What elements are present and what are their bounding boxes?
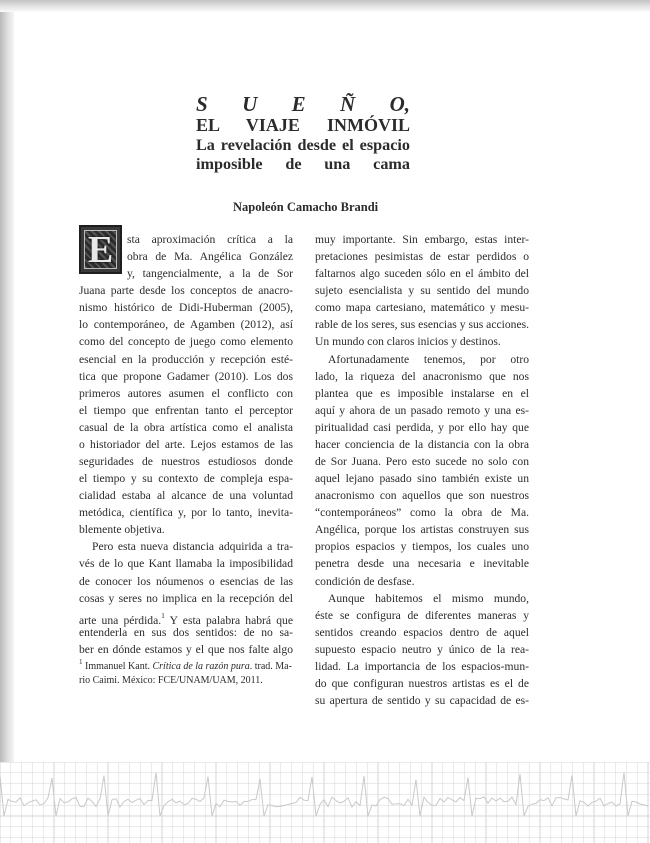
- text-line: esencial en la producción y recepción esté-: [79, 352, 293, 366]
- text-line: obra de Ma. Angélica González: [127, 250, 293, 264]
- text-line: o historiador del arte. Lejos estamos de las: [79, 437, 293, 451]
- text-line: casual de la obra artística como el analista: [79, 420, 293, 434]
- left-column-body: [79, 282, 293, 658]
- footnote-line-2: rio Caimi. México: FCE/UNAM/UAM, 2011.: [79, 674, 263, 686]
- footnote: [79, 656, 293, 687]
- text-line: como mapa cartesiano, matemático y mesu-: [315, 301, 529, 315]
- text-line: su apertura de sentido y su capacidad de es-: [315, 694, 529, 708]
- footnote-reference: 1: [161, 610, 165, 620]
- ecg-grid-decoration-icon: [0, 762, 650, 843]
- text-line: faltarnos algo suceden sólo en el ámbito del: [315, 267, 529, 281]
- text-line: el tiempo y su contexto de compleja espa-: [79, 472, 293, 486]
- text-line: muy importante. Sin embargo, estas inter-: [315, 233, 529, 246]
- title-line-1: S U E Ñ O,: [196, 92, 410, 116]
- page-edge-shadow-top: [0, 0, 650, 12]
- text-line: penetra desde una necesaria e inevitable: [315, 557, 529, 571]
- text-line: supuesto espacio neutro y único de la rea-: [315, 642, 529, 656]
- text-line: y, tangencialmente, a la de Sor: [127, 267, 293, 281]
- article-title: [196, 94, 410, 174]
- text-line: vés de lo que Kant llamaba la imposibilidad: [79, 557, 293, 571]
- text-line: de Sor Juana. Pero esto sucede no solo con: [315, 455, 529, 469]
- text-line: do que configuran nuestros artistas es el de: [315, 677, 529, 691]
- text-line: sta aproximación crítica a la: [127, 233, 293, 246]
- text-line: Afortunadamente tenemos, por otro: [328, 352, 529, 366]
- footnote-text: Immanuel Kant.: [82, 661, 153, 672]
- text-line: metódica, científica y, por lo tanto, inevita-: [79, 506, 293, 520]
- dropcap-letter: E: [87, 229, 114, 271]
- text-line: lidad. La importancia de los espacios-mun-: [315, 659, 529, 673]
- text-line: propios espacios y tiempos, los cuales uno: [315, 540, 529, 554]
- text-line: cialidad estaba al alcance de una voluntad: [79, 489, 293, 503]
- text-line: de conocer los nóumenos o esencias de las: [79, 574, 293, 588]
- subtitle-line-2: imposible de una cama: [196, 155, 410, 173]
- footnote-line-1: [79, 656, 293, 674]
- text-line: sujeto esencialista y su sentido del mundo: [315, 284, 529, 298]
- subtitle-line-1: La revelación desde el espacio: [196, 136, 410, 154]
- text-line: tica que propone Gadamer (2010). Los dos: [79, 369, 293, 383]
- left-column: [79, 231, 293, 658]
- text-line: piritualidad casi perdida, y por ello hay que: [315, 420, 529, 434]
- text-line: nismo histórico de Didi-Huberman (2005),: [79, 301, 293, 315]
- page-edge-shadow-left: [0, 0, 14, 843]
- author-name: Napoleón Camacho Brandi: [233, 200, 379, 214]
- text-line: rable de los seres, sus esencias y sus acciones.: [315, 318, 529, 332]
- text-line: aquel lejano pasado sino también existe un: [315, 472, 529, 486]
- text-line: Angélica, porque los artistas construyen sus: [315, 523, 529, 537]
- text-line: entenderla en sus dos sentidos: de no sa-: [79, 625, 293, 639]
- text-line: plantea que es imposible instalarse en el: [315, 386, 529, 400]
- right-column: [315, 231, 529, 709]
- text-fragment: Y esta palabra habrá que: [164, 613, 293, 627]
- text-line: cosas y seres no implica en la recepción del: [79, 591, 293, 605]
- text-line: Aunque habitemos el mismo mundo,: [328, 591, 529, 605]
- text-line: primeros autores asumen el conflicto con: [79, 386, 293, 400]
- text-line: blemente objetiva.: [79, 523, 165, 537]
- text-line: aquí y ahora de un pasado remoto y una es-: [315, 403, 529, 417]
- text-line: como del concepto de juego como elemento: [79, 335, 293, 349]
- footnote-book-title: Crítica de la razón pura: [152, 661, 250, 672]
- text-line: hacer conciencia de la distancia con la obra: [315, 437, 529, 451]
- text-line: el tiempo que enfrentan tanto el perceptor: [79, 403, 293, 417]
- title-line-2: EL VIAJE INMÓVIL: [196, 115, 410, 135]
- text-line: sentidos creando espacios dentro de aquel: [315, 625, 529, 639]
- text-line: lo contemporáneo, de Agamben (2012), así: [79, 318, 293, 332]
- text-line: [79, 607, 293, 627]
- footnote-number: 1: [79, 658, 83, 666]
- text-line: ber en dónde estamos y el que nos falte algo: [79, 642, 293, 656]
- text-line: anacronismo con aquellos que son nuestros: [315, 489, 529, 503]
- text-line: Pero esta nueva distancia adquirida a tra-: [92, 540, 293, 554]
- text-line: lado, la riqueza del anacronismo que nos: [315, 369, 529, 383]
- text-line: Un mundo con claros inicios y destinos.: [315, 335, 501, 349]
- text-line: pretaciones pesimistas de estar perdidos o: [315, 250, 529, 264]
- text-line: éste se configura de diferentes maneras y: [315, 608, 529, 622]
- text-line: Juana parte desde los conceptos de anacro-: [79, 284, 293, 298]
- text-line: condición de desfase.: [315, 574, 415, 588]
- text-line: “contemporáneos” como la obra de Ma.: [315, 506, 529, 520]
- text-line: seguridades de nuestros estudiosos donde: [79, 455, 293, 469]
- footnote-text-after: . trad. Ma-: [249, 661, 292, 672]
- text-fragment: arte una pérdida.: [79, 613, 162, 627]
- ecg-grid-graphic: [0, 762, 650, 843]
